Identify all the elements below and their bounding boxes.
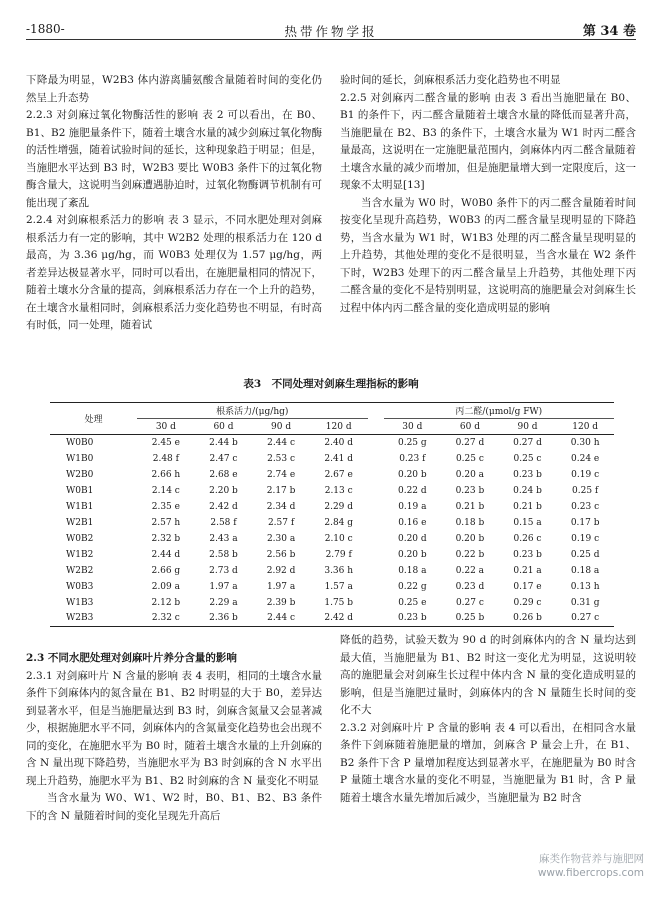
table-row — [50, 467, 614, 483]
page-number: -1880- — [26, 22, 65, 36]
paragraph: 当含水量为 W0、W1、W2 时，B0、B1、B2、B3 条件下的含 N 量随着时间的变化呈现先升高后 — [26, 792, 322, 822]
treatment-label: W1B2 — [66, 549, 94, 560]
treatment-label: W1B1 — [66, 501, 94, 512]
mda-cell: 0.17 b — [570, 517, 600, 528]
mda-cell: 0.27 d — [455, 437, 485, 448]
root-activity-cell: 2.66 h — [151, 469, 181, 480]
root-activity-cell: 2.44 b — [209, 437, 238, 448]
treatment-label: W0B3 — [66, 581, 94, 592]
row-header: 处理 — [50, 403, 137, 435]
mda-cell: 0.25 g — [397, 437, 427, 448]
mda-cell: 0.22 d — [397, 485, 427, 496]
root-activity-cell: 2.92 d — [266, 565, 296, 576]
mda-cell: 0.21 b — [455, 501, 485, 512]
mda-cell: 0.23 b — [455, 485, 485, 496]
table-row — [50, 595, 614, 611]
mda-cell: 0.27 c — [556, 611, 614, 627]
volume-label: 第 34 卷 — [582, 24, 636, 39]
root-activity-cell: 2.41 d — [324, 453, 354, 464]
root-activity-cell: 2.13 c — [324, 485, 353, 496]
mda-cell: 0.25 b — [441, 611, 499, 627]
root-activity-cell: 2.84 g — [324, 517, 354, 528]
mda-cell: 0.16 e — [398, 517, 427, 528]
treatment-label: W2B0 — [66, 469, 94, 480]
table-row — [50, 435, 614, 451]
paragraph: 降低的趋势，试验天数为 90 d 的时剑麻体内的含 N 量均达到最大值，当施肥量为 B1、B2 时这一变化尤为明显，这说明较高的施肥量会对剑麻生长过程中体内含 N 量的变化造成明显的影响，但是当施肥过量时，剑麻体内的含 N 量随生长时间的变化不大 — [340, 634, 636, 716]
mda-cell: 0.19 c — [571, 469, 600, 480]
root-activity-cell: 2.29 d — [324, 501, 354, 512]
mda-cell: 0.17 e — [513, 581, 542, 592]
group-root-activity: 根系活力/(μg/hg) — [137, 403, 368, 419]
day-header: 90 d — [252, 419, 310, 435]
paragraph: 下降最为明显，W2B3 体内游离脯氨酸含量随着时间的变化仍然呈上升态势 — [26, 74, 322, 104]
mda-cell: 0.18 b — [455, 517, 485, 528]
mda-cell: 0.25 f — [572, 485, 599, 496]
column-left-top — [26, 72, 322, 335]
root-activity-cell: 2.17 b — [266, 485, 296, 496]
root-activity-cell: 1.97 a — [209, 581, 238, 592]
root-activity-cell: 2.42 d — [209, 501, 238, 512]
treatment-label: W0B0 — [66, 437, 94, 448]
root-activity-cell: 2.30 a — [266, 533, 296, 544]
root-activity-cell: 3.36 h — [324, 565, 354, 576]
root-activity-cell: 2.39 b — [266, 597, 296, 608]
section-2-3-2: 2.3.2 对剑麻叶片 P 含量的影响 表 4 可以看出，在相同含水量条件下剑麻随着施肥量的增加，剑麻含 P 量会上升，在 B1、B2 条件下含 P 量增加程度达到显著水平，在施肥量为 B0 时含 P 量随土壤含水量的变化不明显，当施肥量为 B1 时，含 P 量随着土壤含水量先增加后减少，当施肥量为 B2 时含 — [340, 721, 636, 804]
section-2-2-4: 2.2.4 对剑麻根系活力的影响 表 3 显示，不同水肥处理对剑麻根系活力有一定的影响，其中 W2B2 处理的根系活力在 120 d 最高，为 3.36 μg/hg，而 W0B3 处理仅为 1.57 μg/hg，两者差异达极显著水平，同时可以看出，在施肥量相同的情况下，随着土壤水分含量的提高，剑麻根系活力存在一个上升的趋势，在土壤含水量相同时，剑麻根系活力变化趋势也不明显，有时高有时低，同一处理，随着试 — [26, 214, 322, 331]
table-row — [50, 531, 614, 547]
mda-cell: 0.23 b — [513, 469, 542, 480]
table-row — [50, 515, 614, 531]
mda-cell: 0.15 a — [513, 517, 542, 528]
root-activity-cell: 2.53 c — [267, 453, 296, 464]
table-caption: 表3 不同处理对剑麻生理指标的影响 — [243, 378, 419, 390]
section-2-2-3: 2.2.3 对剑麻过氧化物酶活性的影响 表 2 可以看出，在 B0、B1、B2 施肥量条件下，随着土壤含水量的减少剑麻过氧化物酶的活性增强，随着试验时间的延长，这种现象趋于明显；但是，当施肥水平达到 B3 时，W2B3 要比 W0B3 条件下的过氧化物酶含量大，这说明当剑麻遭遇胁迫时，过氧化物酶调节机制有可能出现了紊乱 — [26, 109, 322, 209]
section-2-3-heading: 2.3 不同水肥处理对剑麻叶片养分含量的影响 — [26, 652, 237, 664]
mda-cell: 0.29 c — [513, 597, 542, 608]
mda-cell: 0.20 d — [397, 533, 427, 544]
column-left-bottom — [26, 650, 322, 825]
mda-cell: 0.21 b — [513, 501, 542, 512]
root-activity-cell: 2.73 d — [209, 565, 238, 576]
root-activity-cell: 2.42 d — [310, 611, 368, 627]
root-activity-cell: 2.12 b — [151, 597, 181, 608]
treatment-label: W2B2 — [66, 565, 94, 576]
root-activity-cell: 1.75 b — [324, 597, 354, 608]
table-row — [50, 611, 614, 627]
treatment-label: W2B1 — [66, 517, 94, 528]
paragraph: 验时间的延长，剑麻根系活力变化趋势也不明显 — [340, 74, 561, 86]
table-row — [50, 483, 614, 499]
root-activity-cell: 2.40 d — [324, 437, 354, 448]
root-activity-cell: 2.29 a — [209, 597, 238, 608]
mda-cell: 0.22 b — [455, 549, 485, 560]
treatment-label: W1B3 — [66, 597, 94, 608]
mda-cell: 0.23 d — [455, 581, 485, 592]
mda-cell: 0.20 b — [397, 469, 427, 480]
mda-cell: 0.25 d — [570, 549, 600, 560]
group-mda: 丙二醛/(μmol/g FW) — [384, 403, 614, 419]
journal-title: 热带作物学报 — [284, 24, 378, 39]
mda-cell: 0.18 a — [398, 565, 427, 576]
mda-cell: 0.23 c — [571, 501, 600, 512]
mda-cell: 0.27 d — [513, 437, 542, 448]
mda-cell: 0.20 b — [397, 549, 427, 560]
root-activity-cell: 2.66 g — [151, 565, 181, 576]
root-activity-cell: 2.09 a — [151, 581, 180, 592]
table-row — [50, 579, 614, 595]
root-activity-cell: 2.68 e — [209, 469, 238, 480]
root-activity-cell: 2.34 d — [266, 501, 296, 512]
mda-cell: 0.23 b — [384, 611, 442, 627]
root-activity-cell: 2.47 c — [209, 453, 238, 464]
day-header: 60 d — [441, 419, 499, 435]
watermark-line: www.fibercrops.com — [537, 867, 644, 879]
section-2-3-1: 2.3.1 对剑麻叶片 N 含量的影响 表 4 表明，相同的土壤含水量条件下剑麻体内的氮含量在 B1、B2 时明显的大于 B0，差异达到显著水平，但是当施肥量达到 B3 时，剑麻含氮量又会显著减少，根据施肥水平不同，剑麻体内的含氮量变化趋势也会出现不同的变化，在施肥水平为 B0 时，随着土壤含水量的上升剑麻的含 N 量出现下降趋势，当施肥水平为 B3 时剑麻的含 N 水平出现上升趋势，施肥水平为 B1、B2 时剑麻的含 N 量变化不明显 — [26, 669, 322, 787]
root-activity-cell: 2.36 b — [195, 611, 253, 627]
day-header: 90 d — [499, 419, 557, 435]
mda-cell: 0.20 a — [455, 469, 485, 480]
mda-cell: 0.22 a — [455, 565, 485, 576]
root-activity-cell: 2.43 a — [209, 533, 238, 544]
treatment-label: W2B3 — [50, 611, 137, 627]
root-activity-cell: 2.44 c — [267, 437, 296, 448]
table-3 — [50, 402, 614, 627]
mda-cell: 0.23 b — [513, 549, 542, 560]
mda-cell: 0.30 h — [570, 437, 600, 448]
day-header: 120 d — [556, 419, 614, 435]
mda-cell: 0.19 c — [571, 533, 600, 544]
root-activity-cell: 2.48 f — [152, 453, 179, 464]
root-activity-cell: 2.67 e — [324, 469, 353, 480]
root-activity-cell: 2.56 b — [266, 549, 296, 560]
root-activity-cell: 2.79 f — [325, 549, 352, 560]
mda-cell: 0.21 a — [513, 565, 542, 576]
mda-cell: 0.22 g — [397, 581, 427, 592]
root-activity-cell: 2.58 b — [209, 549, 238, 560]
day-header: 30 d — [384, 419, 442, 435]
mda-cell: 0.18 a — [571, 565, 600, 576]
watermark-line: 麻类作物营养与施肥网 — [539, 853, 644, 865]
mda-cell: 0.25 c — [513, 453, 542, 464]
root-activity-cell: 2.44 c — [252, 611, 310, 627]
table-row — [50, 547, 614, 563]
treatment-label: W1B0 — [66, 453, 94, 464]
root-activity-cell: 2.58 f — [210, 517, 237, 528]
root-activity-cell: 2.10 c — [324, 533, 353, 544]
mda-cell: 0.31 g — [570, 597, 600, 608]
root-activity-cell: 2.20 b — [209, 485, 238, 496]
mda-cell: 0.13 h — [570, 581, 600, 592]
column-right-top — [340, 72, 636, 317]
day-header: 120 d — [310, 419, 368, 435]
paragraph: 当含水量为 W0 时，W0B0 条件下的丙二醛含量随着时间按变化呈现升高趋势，W0B3 的丙二醛含量呈现明显的下降趋势，当含水量为 W1 时，W1B3 处理的丙二醛含量呈现明显的上升趋势，其他处理的变化不是很明显，当含水量在 W2 条件下时，W2B3 处理下的丙二醛含量呈上升趋势，其他处理下丙二醛含量的变化不是特别明显，这说明高的施肥量会对剑麻生长过程中体内丙二醛含量的变化造成明显的影响 — [340, 196, 636, 314]
mda-cell: 0.27 c — [455, 597, 484, 608]
mda-cell: 0.24 e — [571, 453, 600, 464]
mda-cell: 0.20 b — [455, 533, 485, 544]
root-activity-cell: 2.44 d — [151, 549, 181, 560]
root-activity-cell: 2.57 f — [267, 517, 295, 528]
table-row — [50, 499, 614, 515]
root-activity-cell: 2.32 b — [151, 533, 181, 544]
root-activity-cell: 2.57 h — [151, 517, 181, 528]
root-activity-cell: 1.57 a — [324, 581, 353, 592]
day-header: 60 d — [195, 419, 253, 435]
table-row — [50, 451, 614, 467]
root-activity-cell: 2.35 e — [151, 501, 180, 512]
treatment-label: W0B1 — [66, 485, 94, 496]
root-activity-cell: 2.74 e — [266, 469, 296, 480]
site-watermark — [538, 852, 644, 880]
root-activity-cell: 2.14 c — [151, 485, 180, 496]
root-activity-cell: 2.45 e — [151, 437, 180, 448]
root-activity-cell: 1.97 a — [266, 581, 296, 592]
day-header: 30 d — [137, 419, 195, 435]
mda-cell: 0.19 a — [398, 501, 427, 512]
running-header — [26, 20, 636, 40]
mda-cell: 0.24 b — [513, 485, 542, 496]
section-2-2-5: 2.2.5 对剑麻丙二醛含量的影响 由表 3 看出当施肥量在 B0、B1 的条件下，丙二醛含量随着土壤含水量的降低而显著升高，当施肥量在 B2、B3 的条件下，土壤含水量为 W1 时丙二醛含量最高，这说明在一定施肥量范围内，剑麻体内丙二醛含量随着土壤含水量的减少而增加，但是施肥量增大到一定限度后，这一现象不太明显[13] — [340, 91, 636, 191]
column-right-bottom — [340, 632, 636, 807]
table-row — [50, 563, 614, 579]
mda-cell: 0.25 c — [455, 453, 484, 464]
mda-cell: 0.26 b — [499, 611, 557, 627]
mda-cell: 0.23 f — [399, 453, 426, 464]
treatment-label: W0B2 — [66, 533, 94, 544]
mda-cell: 0.25 e — [398, 597, 427, 608]
root-activity-cell: 2.32 c — [137, 611, 195, 627]
mda-cell: 0.26 c — [513, 533, 542, 544]
